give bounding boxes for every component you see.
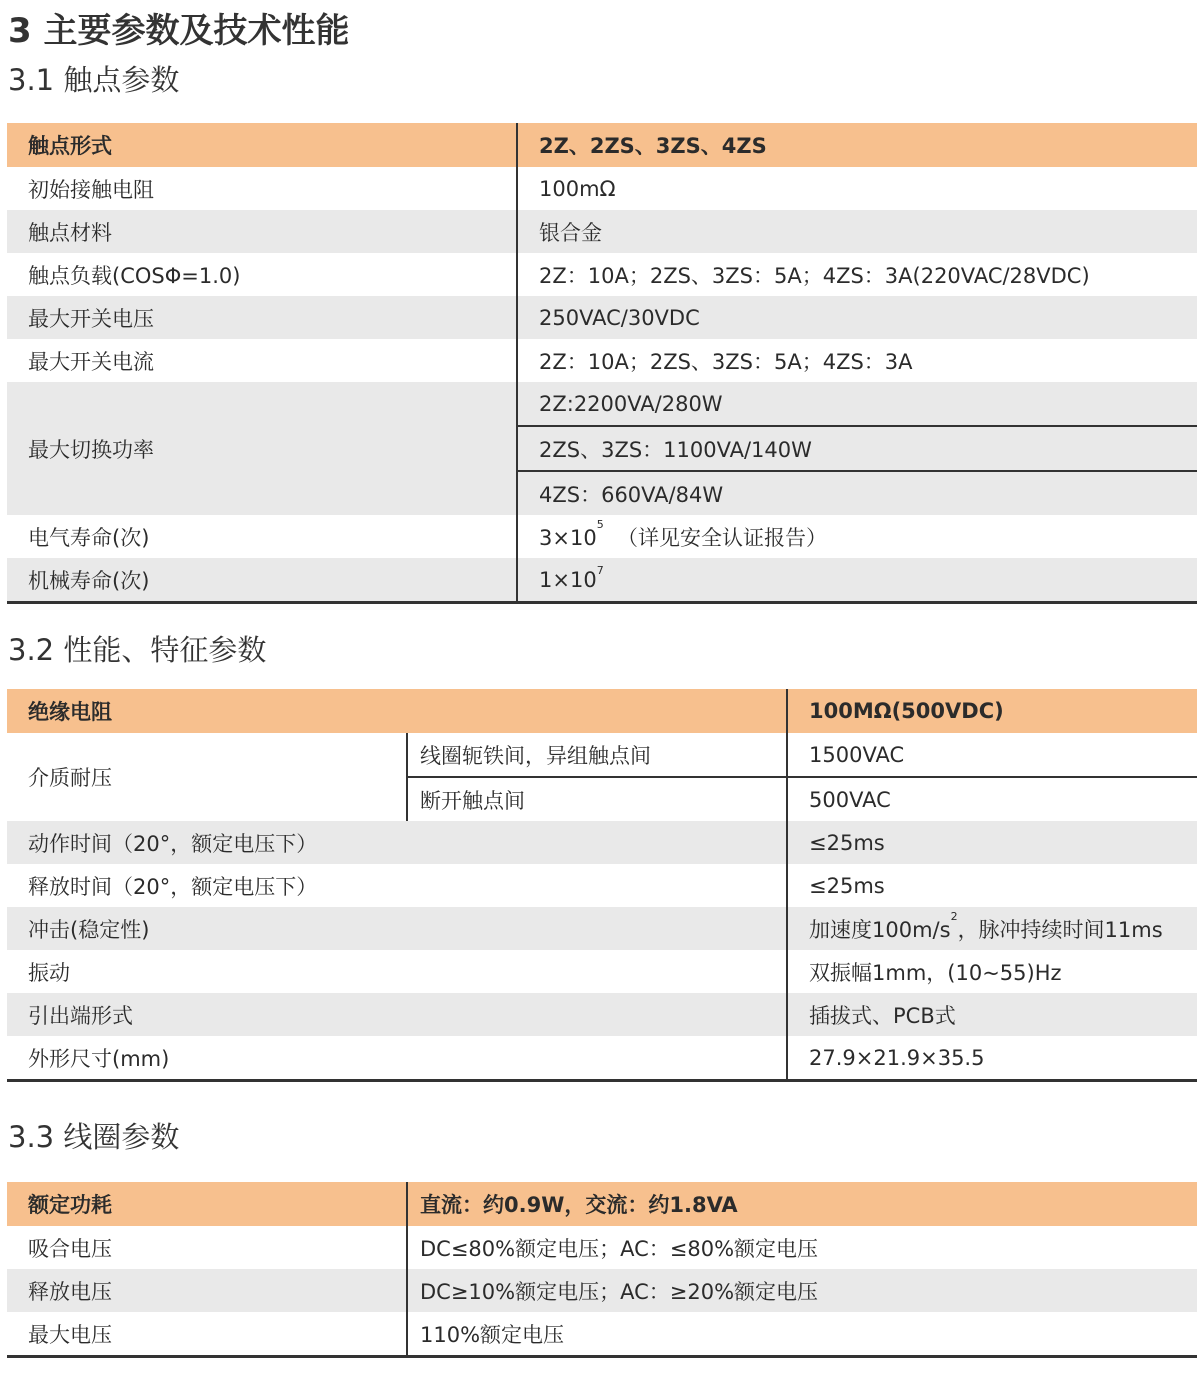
param-value: DC≤80%额定电压；AC：≤80%额定电压 (407, 1226, 1197, 1269)
table-row (7, 733, 1197, 777)
param-sublabel: 断开触点间 (407, 777, 787, 821)
param-sublabel: 线圈轭铁间，异组触点间 (407, 733, 787, 777)
header-cell: 100MΩ(500VDC) (787, 689, 1197, 733)
section-heading-performance: 3.2 性能、特征参数 (8, 633, 267, 667)
table-row (7, 1226, 1197, 1269)
param-value: 双振幅1mm，(10~55)Hz (787, 950, 1197, 993)
param-value: 银合金 (517, 210, 1197, 253)
table-row (7, 907, 1197, 950)
param-label: 振动 (28, 960, 70, 985)
param-label: 引出端形式 (7, 993, 787, 1036)
value-exponent: 2 (950, 909, 958, 923)
param-value: 250VAC/30VDC (517, 296, 1197, 339)
param-value: 110%额定电压 (407, 1312, 1197, 1357)
value-base: 1×10 (539, 567, 597, 592)
param-label: 吸合电压 (28, 1236, 112, 1261)
param-value: 插拔式、PCB式 (787, 993, 1197, 1036)
param-label: 触点材料 (7, 210, 517, 253)
param-label: 初始接触电阻 (28, 177, 154, 202)
param-value: ≤25ms (787, 821, 1197, 864)
param-value: 500VAC (787, 777, 1197, 821)
value-base: 3×10 (539, 525, 597, 550)
table-row (7, 1036, 1197, 1081)
param-label: 释放时间（20°，额定电压下） (28, 874, 318, 899)
header-cell: 2Z、2ZS、3ZS、4ZS (517, 123, 1197, 167)
table-row (7, 167, 1197, 210)
param-label: 最大电压 (7, 1312, 407, 1357)
param-value: ≤25ms (787, 864, 1197, 907)
contact-params-table (7, 123, 1197, 604)
table-row (7, 558, 1197, 603)
param-label: 冲击(稳定性) (7, 907, 787, 950)
page-title: 3 主要参数及技术性能 (8, 11, 350, 51)
param-label: 最大开关电压 (7, 296, 517, 339)
header-cell: 直流：约0.9W，交流：约1.8VA (407, 1182, 1197, 1226)
param-label: 介质耐压 (28, 766, 112, 790)
value-exponent: 5 (596, 517, 604, 531)
section-heading-coil: 3.3 线圈参数 (8, 1120, 180, 1154)
param-value: 2Z:2200VA/280W (517, 382, 1197, 426)
header-cell: 绝缘电阻 (7, 689, 787, 733)
param-label: 最大切换功率 (7, 382, 517, 515)
param-value: 2ZS、3ZS：1100VA/140W (517, 426, 1197, 471)
table-header-row (7, 689, 1197, 733)
param-label: 触点负载(COSΦ=1.0) (28, 263, 241, 288)
table-row (7, 950, 1197, 993)
table-row (7, 210, 1197, 253)
table-row (7, 515, 1197, 558)
param-label: 动作时间（20°，额定电压下） (7, 821, 787, 864)
param-value: 1500VAC (787, 733, 1197, 777)
table-row (7, 339, 1197, 382)
param-value: 4ZS：660VA/84W (517, 471, 1197, 515)
param-label: 机械寿命(次) (7, 558, 517, 603)
param-label: 外形尺寸(mm) (7, 1036, 787, 1081)
param-label: 最大开关电流 (28, 349, 154, 374)
table-row (7, 382, 1197, 426)
table-row (7, 1312, 1197, 1357)
table-header-row (7, 1182, 1197, 1226)
param-value (517, 558, 1197, 603)
param-value (787, 907, 1197, 950)
param-value: DC≥10%额定电压；AC：≥20%额定电压 (407, 1269, 1197, 1312)
value-note: （详见安全认证报告） (617, 525, 828, 550)
performance-params-table (7, 689, 1197, 1082)
header-cell: 触点形式 (7, 123, 517, 167)
coil-params-table (7, 1182, 1197, 1358)
param-value: 27.9×21.9×35.5 (787, 1036, 1197, 1081)
header-cell: 额定功耗 (7, 1182, 407, 1226)
value-note: ，脉冲持续时间11ms (957, 917, 1163, 942)
table-row (7, 864, 1197, 907)
table-row (7, 993, 1197, 1036)
table-row (7, 296, 1197, 339)
table-header-row (7, 123, 1197, 167)
param-label: 电气寿命(次) (28, 525, 150, 550)
value-base: 加速度100m/s (809, 917, 951, 942)
param-value (517, 515, 1197, 558)
value-exponent: 7 (596, 563, 604, 577)
section-heading-contact: 3.1 触点参数 (8, 63, 180, 97)
param-value: 100mΩ (517, 167, 1197, 210)
table-row (7, 253, 1197, 296)
param-label: 释放电压 (7, 1269, 407, 1312)
table-row (7, 1269, 1197, 1312)
param-value: 2Z：10A；2ZS、3ZS：5A；4ZS：3A(220VAC/28VDC) (517, 253, 1197, 296)
table-row (7, 821, 1197, 864)
param-value: 2Z：10A；2ZS、3ZS：5A；4ZS：3A (517, 339, 1197, 382)
